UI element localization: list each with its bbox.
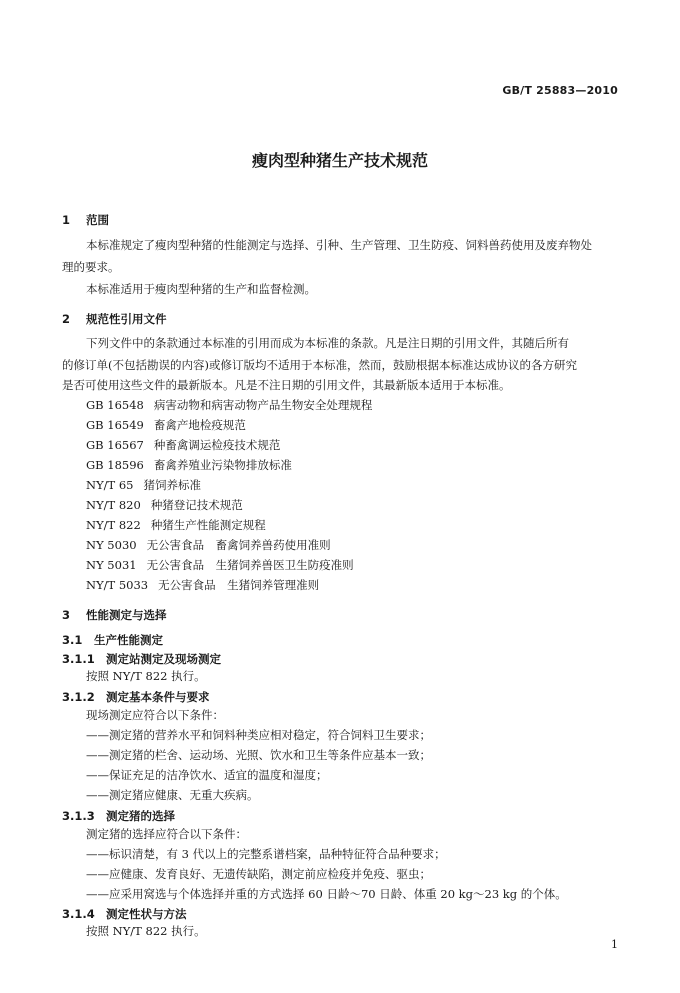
reference-title: 种畜禽调运检疫技术规范 xyxy=(153,438,281,452)
section-number: 3.1.4 xyxy=(62,907,95,921)
reference-code: GB 18596 xyxy=(86,458,144,472)
section-2-paragraph-line-3: 是否可使用这些文件的最新版本。凡是不注日期的引用文件，其最新版本适用于本标准。 xyxy=(62,378,511,392)
list-item: ——测定猪应健康、无重大疾病。 xyxy=(86,788,259,802)
section-number: 3.1.2 xyxy=(62,690,95,704)
list-item: ——标识清楚，有 3 代以上的完整系谱档案，品种特征符合品种要求； xyxy=(86,847,446,861)
reference-code: GB 16567 xyxy=(86,438,144,452)
section-3-1-2-heading xyxy=(62,689,210,705)
section-1-heading xyxy=(62,212,109,228)
reference-title: 畜禽产地检疫规范 xyxy=(153,418,246,432)
section-title: 测定猪的选择 xyxy=(106,809,175,823)
section-title: 规范性引用文件 xyxy=(86,312,167,326)
section-3-1-2-intro: 现场测定应符合以下条件： xyxy=(86,708,224,722)
section-title: 生产性能测定 xyxy=(94,633,163,647)
section-3-1-4-heading xyxy=(62,906,187,922)
section-number: 2 xyxy=(62,312,71,326)
reference-title: 畜禽养殖业污染物排放标准 xyxy=(153,458,292,472)
reference-item xyxy=(86,498,243,512)
reference-title: 无公害食品 生猪饲养管理准则 xyxy=(158,578,320,592)
document-title: 瘦肉型种猪生产技术规范 xyxy=(251,151,428,170)
reference-title: 无公害食品 生猪饲养兽医卫生防疫准则 xyxy=(146,558,354,572)
reference-code: NY/T 5033 xyxy=(86,578,149,592)
reference-code: NY/T 65 xyxy=(86,478,134,492)
page-number: 1 xyxy=(611,938,618,951)
section-3-1-4-text: 按照 NY/T 822 执行。 xyxy=(86,924,206,938)
reference-item xyxy=(86,478,201,492)
reference-code: GB 16549 xyxy=(86,418,144,432)
reference-title: 猪饲养标准 xyxy=(143,478,201,492)
list-item: ——测定猪的营养水平和饲料种类应相对稳定，符合饲料卫生要求； xyxy=(86,728,431,742)
reference-item xyxy=(86,538,331,552)
reference-code: NY/T 820 xyxy=(86,498,141,512)
reference-item xyxy=(86,418,246,432)
section-title: 性能测定与选择 xyxy=(86,608,167,622)
reference-code: GB 16548 xyxy=(86,398,144,412)
section-3-1-1-text: 按照 NY/T 822 执行。 xyxy=(86,669,206,683)
reference-code: NY 5030 xyxy=(86,538,137,552)
list-item: ——应健康、发育良好、无遗传缺陷，测定前应检疫并免疫、驱虫； xyxy=(86,867,431,881)
section-1-paragraph-2: 本标准适用于瘦肉型种猪的生产和监督检测。 xyxy=(86,282,316,296)
section-title: 范围 xyxy=(86,213,109,227)
section-3-1-3-heading xyxy=(62,808,175,824)
section-3-heading xyxy=(62,607,167,623)
section-3-1-heading xyxy=(62,632,163,648)
list-item: ——测定猪的栏舍、运动场、光照、饮水和卫生等条件应基本一致； xyxy=(86,748,431,762)
reference-title: 无公害食品 畜禽饲养兽药使用准则 xyxy=(146,538,331,552)
section-2-paragraph-line-1: 下列文件中的条款通过本标准的引用而成为本标准的条款。凡是注日期的引用文件，其随后所有 xyxy=(86,336,569,350)
list-item: ——应采用窝选与个体选择并重的方式选择 60 日龄～70 日龄、体重 20 kg～23 kg 的个体。 xyxy=(86,887,567,901)
standard-code: GB/T 25883—2010 xyxy=(502,84,618,97)
reference-item xyxy=(86,578,319,592)
section-number: 3.1 xyxy=(62,633,83,647)
section-2-paragraph-line-2: 的修订单(不包括勘误的内容)或修订版均不适用于本标准，然而，鼓励根据本标准达成协议的各方研究 xyxy=(62,358,577,372)
reference-item xyxy=(86,558,354,572)
reference-code: NY 5031 xyxy=(86,558,137,572)
section-title: 测定性状与方法 xyxy=(106,907,187,921)
section-number: 3.1.1 xyxy=(62,652,95,666)
reference-title: 种猪生产性能测定规程 xyxy=(150,518,266,532)
section-3-1-1-heading xyxy=(62,651,221,667)
section-title: 测定基本条件与要求 xyxy=(106,690,210,704)
section-number: 3.1.3 xyxy=(62,809,95,823)
section-1-paragraph-1-line-1: 本标准规定了瘦肉型种猪的性能测定与选择、引种、生产管理、卫生防疫、饲料兽药使用及废弃物处 xyxy=(86,238,592,252)
section-3-1-3-intro: 测定猪的选择应符合以下条件： xyxy=(86,827,247,841)
section-2-heading xyxy=(62,311,167,327)
reference-item xyxy=(86,458,292,472)
reference-title: 种猪登记技术规范 xyxy=(150,498,243,512)
section-title: 测定站测定及现场测定 xyxy=(106,652,221,666)
reference-item xyxy=(86,438,280,452)
section-number: 3 xyxy=(62,608,71,622)
reference-code: NY/T 822 xyxy=(86,518,141,532)
reference-item xyxy=(86,398,372,412)
reference-item xyxy=(86,518,266,532)
section-1-paragraph-1-line-2: 理的要求。 xyxy=(62,260,120,274)
reference-title: 病害动物和病害动物产品生物安全处理规程 xyxy=(153,398,373,412)
list-item: ——保证充足的洁净饮水、适宜的温度和湿度； xyxy=(86,768,328,782)
section-number: 1 xyxy=(62,213,71,227)
